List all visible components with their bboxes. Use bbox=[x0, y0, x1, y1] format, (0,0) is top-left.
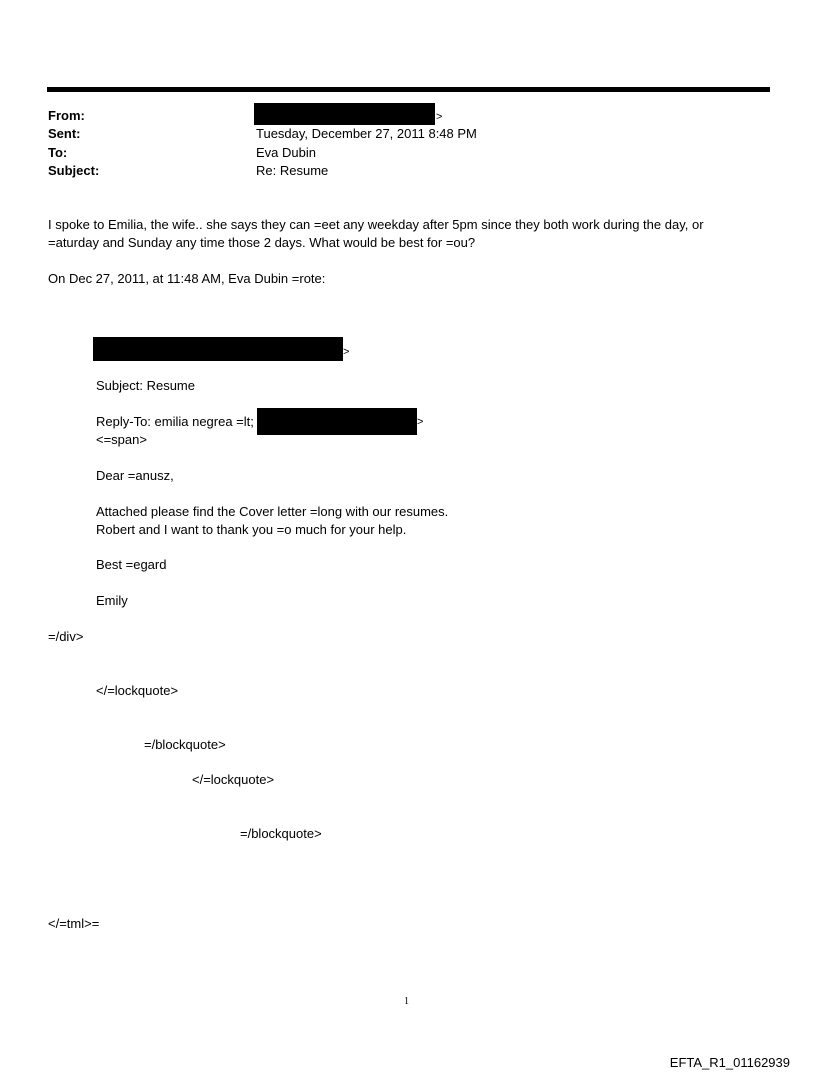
subject-label: Subject: bbox=[48, 163, 100, 178]
from-suffix: > bbox=[436, 111, 443, 123]
subject-value: Re: Resume bbox=[256, 163, 329, 178]
redaction-quoted-sender bbox=[93, 337, 343, 361]
to-value: Eva Dubin bbox=[256, 145, 316, 160]
lockquote-residue-1: </=lockquote> bbox=[96, 683, 179, 698]
quoted-reply-to: Reply-To: emilia negrea =lt; bbox=[96, 414, 254, 429]
blockquote-residue-2: =/blockquote> bbox=[240, 826, 322, 841]
quoted-subject: Subject: Resume bbox=[96, 378, 195, 393]
quoted-paragraph-line-2: Robert and I want to thank you =o much for your help. bbox=[96, 522, 407, 537]
redaction-from bbox=[254, 103, 435, 125]
reply-to-suffix: > bbox=[417, 416, 424, 428]
lockquote-residue-2: </=lockquote> bbox=[192, 772, 275, 787]
quoted-sender-suffix: > bbox=[343, 346, 350, 358]
header-rule bbox=[47, 87, 770, 92]
redaction-reply-to bbox=[257, 408, 417, 435]
div-close-residue: =/div> bbox=[48, 629, 84, 644]
body-line-2: =aturday and Sunday any time those 2 days. What would be best for =ou? bbox=[48, 235, 476, 250]
quoted-signature: Emily bbox=[96, 593, 128, 608]
sent-label: Sent: bbox=[48, 126, 81, 141]
blockquote-residue-1: =/blockquote> bbox=[144, 737, 226, 752]
to-label: To: bbox=[48, 145, 68, 160]
quoted-greeting: Dear =anusz, bbox=[96, 468, 174, 483]
sent-value: Tuesday, December 27, 2011 8:48 PM bbox=[256, 126, 477, 141]
span-close-residue: <=span> bbox=[96, 432, 147, 447]
document-id: EFTA_R1_01162939 bbox=[669, 1055, 790, 1070]
body-line-1: I spoke to Emilia, the wife.. she says they can =eet any weekday after 5pm since they both work during the day, or bbox=[48, 217, 704, 232]
html-close-residue: </=tml>= bbox=[48, 916, 100, 931]
quoted-closing: Best =egard bbox=[96, 557, 167, 572]
page-number: 1 bbox=[404, 996, 409, 1007]
quoted-paragraph-line-1: Attached please find the Cover letter =long with our resumes. bbox=[96, 504, 449, 519]
from-label: From: bbox=[48, 108, 85, 123]
quote-intro: On Dec 27, 2011, at 11:48 AM, Eva Dubin =rote: bbox=[48, 271, 326, 286]
